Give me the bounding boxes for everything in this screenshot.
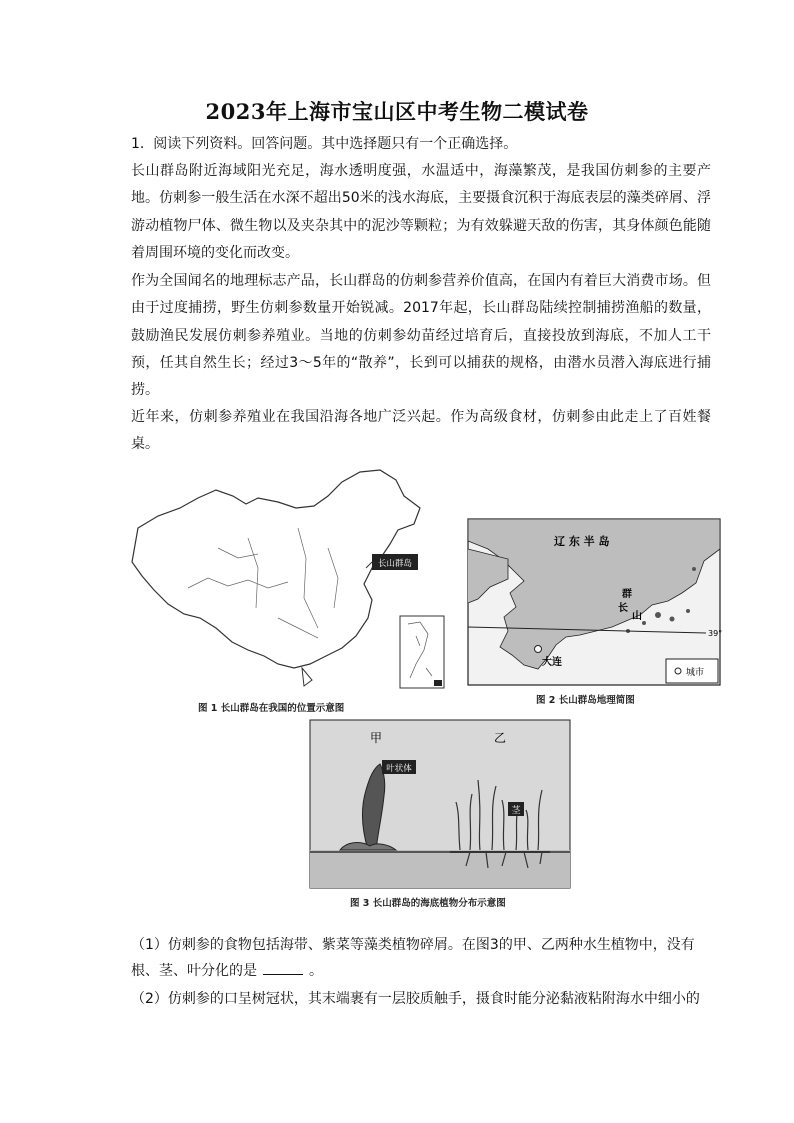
fig3-caption: 图 3 长山群岛的海底植物分布示意图	[350, 898, 506, 909]
fig2-city-dalian: 大连	[542, 657, 562, 668]
question-instruction: 阅读下列资料。回答问题。其中选择题只有一个正确选择。	[153, 136, 518, 152]
subquestion-1-text: 根、茎、叶分化的是	[131, 963, 257, 979]
subquestion-1-line-2	[131, 958, 731, 985]
subquestion-1-line-1: （1）仿刺参的食物包括海带、紫菜等藻类植物碎屑。在图3的甲、乙两种水生植物中，没有	[131, 937, 695, 953]
fig1-caption: 图 1 长山群岛在我国的位置示意图	[198, 703, 345, 714]
fig1-label: 长山群岛	[377, 559, 413, 569]
figure-2-liaodong-map	[468, 519, 723, 685]
question-intro	[131, 131, 711, 158]
fig1-inset-south-sea	[400, 616, 444, 688]
fig3-label-a: 甲	[370, 731, 383, 745]
question-number: 1.	[131, 136, 145, 152]
answer-blank[interactable]	[263, 960, 303, 975]
subquestion-2-line-1: （2）仿刺参的口呈树冠状，其末端裹有一层胶质触手，摄食时能分泌黏液粘附海水中细小的	[131, 991, 700, 1007]
fig3-tag-leaf: 叶状体	[386, 764, 412, 774]
fig2-island-char-3: 群	[622, 589, 632, 600]
fig2-caption: 图 2 长山群岛地理简图	[536, 695, 635, 706]
subquestion-1-end: 。	[309, 963, 323, 979]
figure-1-china-map	[128, 468, 458, 693]
page-title: 2023年上海市宝山区中考生物二模试卷	[205, 99, 589, 124]
fig3-label-b: 乙	[494, 731, 507, 745]
passage-paragraph-3: 近年来，仿刺参养殖业在我国沿海各地广泛兴起。作为高级食材，仿刺参由此走上了百姓餐桌。	[131, 409, 711, 453]
figure-3-seabed-plants	[310, 720, 570, 888]
fig2-latitude: 39°	[708, 629, 723, 638]
passage-paragraph-2: 作为全国闻名的地理标志产品，长山群岛的仿刺参营养价值高，在国内有着巨大消费市场。但由于过度捕捞，野生仿刺参数量开始锐减。2017年起，长山群岛陆续控制捕捞渔船的数量，鼓励渔民发展仿刺参养殖业。当地的仿刺参幼苗经过培育后，直接投放到海底，不加人工干预，任其自然生长；经过3～5年的“散养”，长到可以捕获的规格，由潜水员潜入海底进行捕捞。	[131, 273, 711, 399]
fig3-tag-stem: 茎	[511, 806, 521, 816]
passage-paragraph-1: 长山群岛附近海域阳光充足，海水透明度强，水温适中，海藻繁茂，是我国仿刺参的主要产地。仿刺参一般生活在水深不超出50米的浅水海底，主要摄食沉积于海底表层的藻类碎屑、浮游动植物尸体、微生物以及夹杂其中的泥沙等颗粒；为有效躲避天敌的伤害，其身体颜色能随着周围环境的变化而改变。	[131, 163, 711, 261]
fig2-island-char-1: 长	[618, 603, 628, 614]
fig2-peninsula: 辽 东 半 岛	[554, 535, 610, 548]
fig2-island-char-2: 山	[632, 611, 642, 622]
fig2-legend: 城市	[686, 668, 705, 678]
